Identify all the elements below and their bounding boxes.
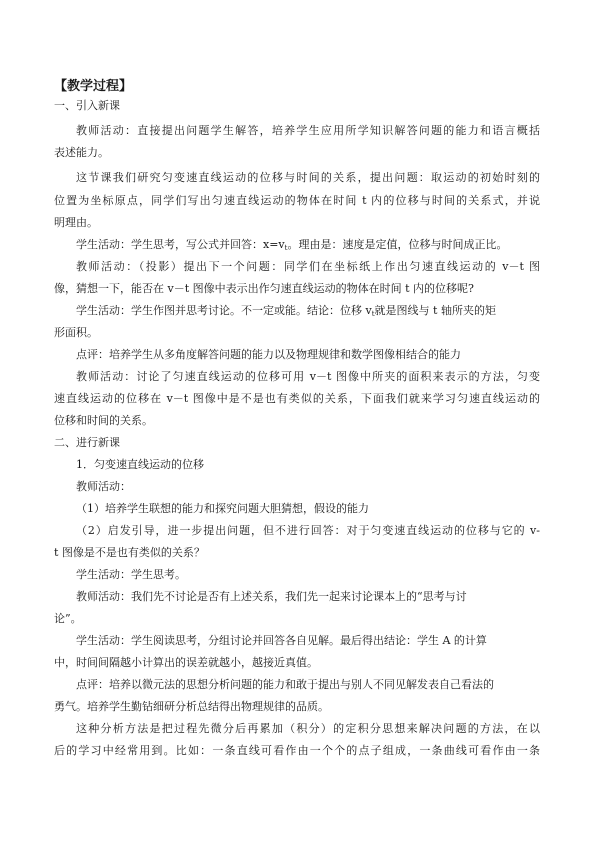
paragraph-line: 点评：培养以微元法的思想分析问题的能力和敢于提出与别人不同见解发表自己看法的 — [76, 678, 494, 691]
paragraph-line: 位置为坐标原点，同学们写出匀速直线运动的物体在时间 t 内的位移与时间的关系式，并说 — [54, 194, 540, 207]
paragraph-line: 明理由。 — [54, 216, 98, 229]
paragraph-line: 教师活动： — [76, 480, 131, 493]
paragraph-line: 这种分析方法是把过程先微分后再累加（积分）的定积分思想来解决问题的方法，在以 — [76, 722, 540, 735]
paragraph-line: 点评：培养学生从多角度解答问题的能力以及物理规律和数学图像相结合的能力 — [76, 348, 461, 361]
paragraph-line: 教师活动：我们先不讨论是否有上述关系，我们先一起来讨论课本上的“思考与讨 — [76, 590, 467, 603]
subsection-title: 1．匀变速直线运动的位移 — [76, 458, 204, 471]
paragraph-line: 像，猜想一下，能否在 v－t 图像中表示出作匀速直线运动的物体在时间 t 内的位移呢? — [54, 282, 474, 295]
paragraph-line: 勇气。培养学生勤钻细研分析总结得出物理规律的品质。 — [54, 700, 329, 713]
paragraph-line: 表述能力。 — [54, 146, 109, 159]
paragraph-line: （1）培养学生联想的能力和探究问题大胆猜想，假设的能力 — [76, 502, 369, 515]
text-run: 就是图线与 t 轴所夹的矩 — [374, 304, 496, 317]
section-title-new-lesson: 二、进行新课 — [54, 436, 120, 449]
paragraph-line: 速直线运动的位移在 v－t 图像中是不是也有类似的关系，下面我们就来学习匀速直线运动的 — [54, 392, 540, 405]
paragraph-line: t 图像是不是也有类似的关系？ — [54, 546, 205, 559]
paragraph-line: 学生活动：学生阅读思考，分组讨论并回答各自见解。最后得出结论：学生 A 的计算 — [76, 634, 487, 647]
section-title-intro: 一、引入新课 — [54, 99, 120, 112]
subscript: t — [284, 244, 288, 252]
paragraph-line: 中，时间间隔越小计算出的误差就越小，越接近真值。 — [54, 656, 318, 669]
text-run: 学生活动：学生作图并思考讨论。不一定或能。结论：位移 v — [76, 304, 372, 317]
section-heading: 【教学过程】 — [54, 79, 133, 94]
paragraph-line: 教师活动：直接提出问题学生解答，培养学生应用所学知识解答问题的能力和语言概括 — [76, 124, 540, 137]
paragraph-line: 教师活动：（投影）提出下一个问题：同学们在坐标纸上作出匀速直线运动的 v－t 图 — [76, 260, 540, 273]
paragraph-line: 教师活动：讨论了匀速直线运动的位移可用 v－t 图像中所夹的面积来表示的方法，匀变 — [76, 370, 540, 383]
paragraph-line: （2）启发引导，进一步提出问题，但不进行回答：对于匀变速直线运动的位移与它的 v- — [76, 524, 540, 537]
paragraph-line — [76, 304, 540, 321]
text-run: 。理由是：速度是定值，位移与时间成正比。 — [287, 238, 508, 251]
paragraph-line — [76, 238, 540, 255]
text-run: 学生活动：学生思考，写公式并回答：x=v — [76, 238, 285, 251]
paragraph-line: 这节课我们研究匀变速直线运动的位移与时间的关系，提出问题：取运动的初始时刻的 — [76, 171, 540, 184]
subscript: t — [371, 310, 375, 318]
paragraph-line: 后的学习中经常用到。比如：一条直线可看作由一个个的点子组成，一条曲线可看作由一条 — [54, 744, 540, 757]
paragraph-line: 学生活动：学生思考。 — [76, 568, 186, 581]
paragraph-line: 论”。 — [54, 612, 82, 625]
paragraph-line: 形面积。 — [54, 326, 98, 339]
paragraph-line: 位移和时间的关系。 — [54, 414, 153, 427]
